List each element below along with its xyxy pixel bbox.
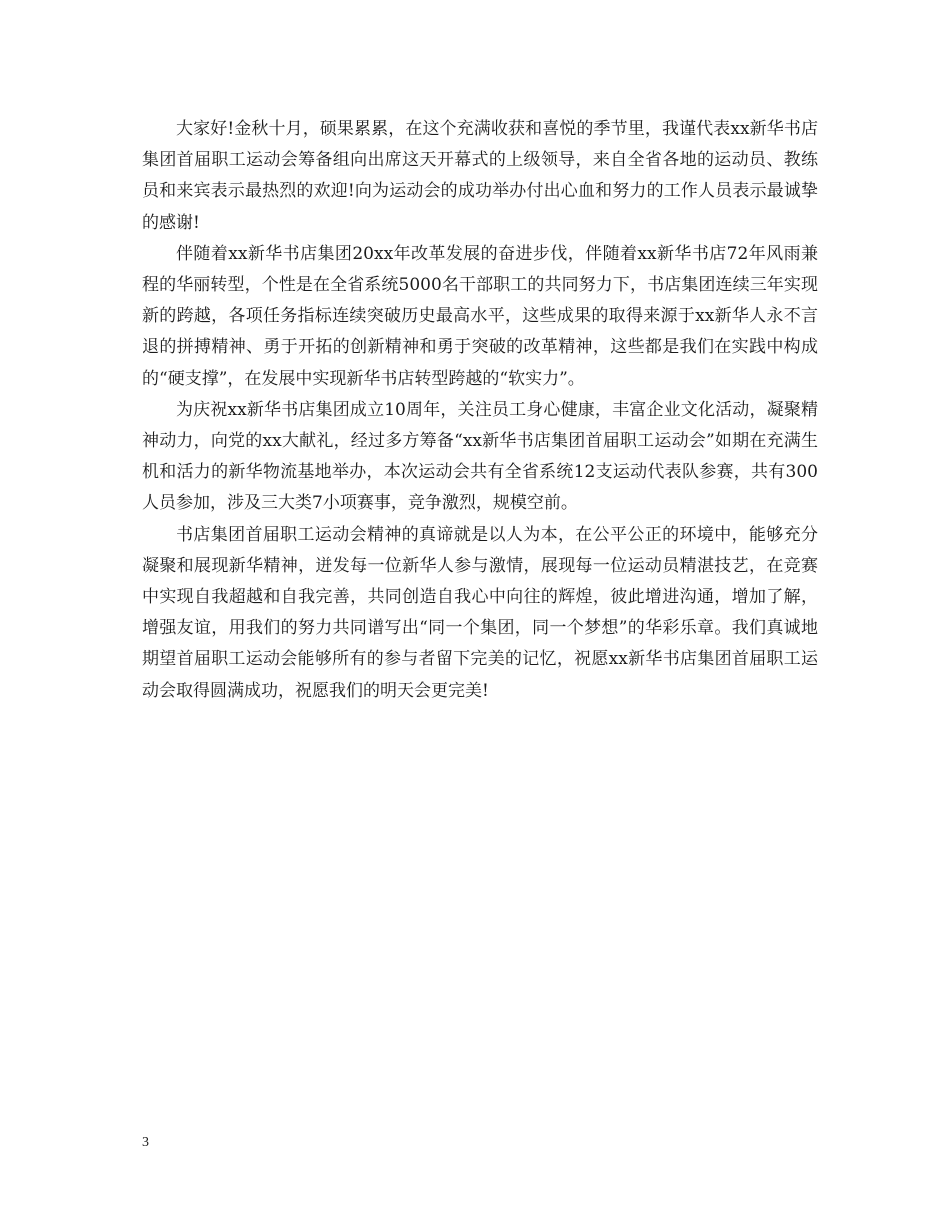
document-body [142,114,818,707]
paragraph-achievements: 伴随着xx新华书店集团20xx年改革发展的奋进步伐，伴随着xx新华书店72年风雨兼程的华丽转型，个性是在全省系统5000名干部职工的共同努力下，书店集团连续三年实现新的跨越，各项任务指标连续突破历史最高水平，这些成果的取得来源于xx新华人永不言退的拼搏精神、勇于开拓的创新精神和勇于突破的改革精神，这些都是我们在实践中构成的“硬支撑”，在发展中实现新华书店转型跨越的“软实力”。 [142,243,818,389]
paragraph-spirit-wishes: 书店集团首届职工运动会精神的真谛就是以人为本，在公平公正的环境中，能够充分凝聚和展现新华精神，迸发每一位新华人参与激情，展现每一位运动员精湛技艺，在竞赛中实现自我超越和自我完善，共同创造自我心中向往的辉煌，彼此增进沟通，增加了解，增强友谊，用我们的努力共同谱写出“同一个集团，同一个梦想”的华彩乐章。我们真诚地期望首届职工运动会能够所有的参与者留下完美的记忆，祝愿xx新华书店集团首届职工运动会取得圆满成功，祝愿我们的明天会更完美! [142,524,818,701]
paragraph-welcome: 大家好!金秋十月，硕果累累，在这个充满收获和喜悦的季节里，我谨代表xx新华书店集团首届职工运动会筹备组向出席这天开幕式的上级领导，来自全省各地的运动员、教练员和来宾表示最热烈的欢迎!向为运动会的成功举办付出心血和努力的工作人员表示最诚挚的感谢! [142,119,818,233]
page-number: 3 [142,1135,149,1150]
paragraph-event-details: 为庆祝xx新华书店集团成立10周年，关注员工身心健康，丰富企业文化活动，凝聚精神动力，向党的xx大献礼，经过多方筹备“xx新华书店集团首届职工运动会”如期在充满生机和活力的新华物流基地举办，本次运动会共有全省系统12支运动代表队参赛，共有300人员参加，涉及三大类7小项赛事，竞争激烈，规模空前。 [142,399,818,514]
